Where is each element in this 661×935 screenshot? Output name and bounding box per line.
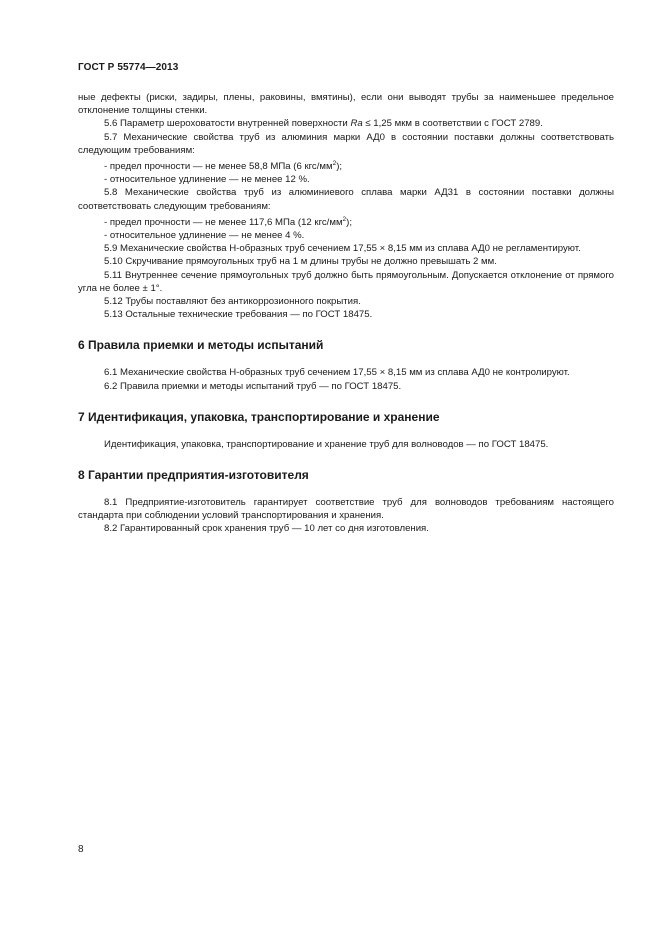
clause-5-8-item-elongation: - относительное удлинение — не менее 4 %. [104, 230, 305, 242]
section-7-heading: 7 Идентификация, упаковка, транспортирование и хранение [78, 409, 440, 424]
superscript: 2 [332, 160, 337, 168]
clause-5-6-text-b: ≤ 1,25 мкм в соответствии с ГОСТ 2789. [362, 118, 543, 130]
clause-5-8: 5.8 Механические свойства труб из алюминиевого сплава марки АД31 в состоянии поставки должны соответствовать следующим требованиям: [78, 187, 614, 212]
clause-8-1: 8.1 Предприятие-изготовитель гарантирует соответствие труб для волноводов требованиям настоящего стандарта при соблюдении условий транспортирования и хранения. [78, 497, 614, 522]
clause-5-8-item-strength [78, 213, 614, 229]
clause-5-13: 5.13 Остальные технические требования — по ГОСТ 18475. [104, 309, 373, 321]
superscript: 2 [342, 215, 347, 223]
clause-8-2: 8.2 Гарантированный срок хранения труб — 10 лет со дня изготовления. [104, 523, 429, 535]
document-header: ГОСТ Р 55774—2013 [78, 62, 179, 73]
clause-5-11: 5.11 Внутреннее сечение прямоугольных труб должно быть прямоугольным. Допускается отклонение от прямого угла не более ± 1°. [78, 269, 614, 294]
clause-5-7-item-strength-a: - предел прочности — не менее 58,8 МПа (6 кгс/мм [104, 161, 333, 173]
clause-5-9: 5.9 Механические свойства Н-образных труб сечением 17,55 × 8,15 мм из сплава АД0 не регламентируют. [104, 243, 581, 255]
clause-5-6-text-a: 5.6 Параметр шероховатости внутренней поверхности [104, 118, 351, 130]
page-number: 8 [78, 844, 84, 855]
clause-6-2: 6.2 Правила приемки и методы испытаний труб — по ГОСТ 18475. [104, 380, 402, 392]
clause-6-1: 6.1 Механические свойства Н-образных труб сечением 17,55 × 8,15 мм из сплава АД0 не контролируют. [104, 367, 570, 379]
clause-5-10: 5.10 Скручивание прямоугольных труб на 1 м длины трубы не должно превышать 2 мм. [104, 256, 497, 268]
clause-5-6 [78, 117, 614, 130]
clause-5-7-item-strength-b: ); [336, 161, 343, 173]
clause-5-7: 5.7 Механические свойства труб из алюминия марки АД0 в состоянии поставки должны соответствовать следующим требованиям: [78, 131, 614, 156]
clause-5-8-item-strength-a: - предел прочности — не менее 117,6 МПа (12 кгс/мм [104, 216, 343, 228]
paragraph-continuation: ные дефекты (риски, задиры, плены, раковины, вмятины), если они выводят трубы за наименьшее предельное отклонение толщины стенки. [78, 92, 614, 117]
roughness-symbol: Ra [350, 118, 363, 130]
document-body [78, 91, 614, 536]
clause-5-8-item-strength-b: ); [346, 216, 353, 228]
section-6-heading: 6 Правила приемки и методы испытаний [78, 338, 324, 353]
section-7-text: Идентификация, упаковка, транспортирование и хранение труб для волноводов — по ГОСТ 18475. [104, 438, 549, 450]
section-8-heading: 8 Гарантии предприятия-изготовителя [78, 468, 309, 483]
clause-5-12: 5.12 Трубы поставляют без антикоррозионного покрытия. [104, 296, 361, 308]
clause-5-7-item-strength [78, 157, 614, 173]
clause-5-7-item-elongation: - относительное удлинение — не менее 12 %. [104, 174, 310, 186]
